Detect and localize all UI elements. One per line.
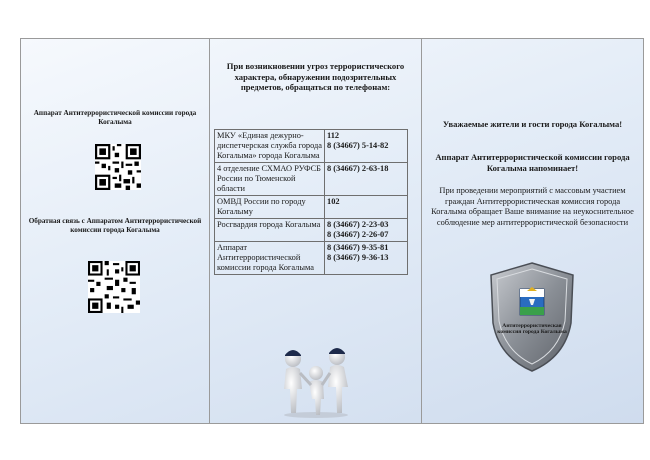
table-row xyxy=(215,242,408,275)
qr-code-icon[interactable] xyxy=(88,261,140,313)
table-row xyxy=(215,130,408,163)
org-name: МКУ «Единая дежурно-диспетчерская служба города Когалыма» города Когалыма xyxy=(215,130,325,163)
shield-caption: Антитеррористическая комиссия города Когалыма xyxy=(497,323,567,336)
phone-number[interactable]: 8 (34667) 2-23-03 8 (34667) 2-26-07 xyxy=(325,219,408,242)
org-name: 4 отделение СХМАО РУФСБ России по Тюменской области xyxy=(215,163,325,196)
table-row xyxy=(215,219,408,242)
police-figures-icon xyxy=(276,343,356,419)
org-name: Аппарат Антитеррористической комиссии города Когалыма xyxy=(215,242,325,275)
contacts-table xyxy=(214,129,408,275)
feedback-title: Обратная связь с Аппаратом Антитеррористической комиссии города Когалыма xyxy=(28,217,202,234)
safety-paragraph: При проведении мероприятий с массовым участием граждан Антитеррористическая комиссия города Когалыма обращает Ваше внимание на неукоснительное соблюдение мер антитеррористической безопасности xyxy=(431,186,634,227)
phone-number[interactable]: 112 8 (34667) 5-14-82 xyxy=(325,130,408,163)
shield-emblem-icon xyxy=(487,261,577,373)
phone-number[interactable]: 8 (34667) 9-35-81 8 (34667) 9-36-13 xyxy=(325,242,408,275)
commission-title: Аппарат Антитеррористической комиссии города Когалыма xyxy=(33,109,197,126)
middle-panel xyxy=(210,39,422,423)
greeting-heading: Уважаемые жители и гости города Когалыма! xyxy=(442,119,623,129)
reminder-heading: Аппарат Антитеррористической комиссии города Когалыма напоминает! xyxy=(435,152,630,173)
table-row xyxy=(215,163,408,196)
left-panel xyxy=(21,39,210,423)
org-name: Росгвардия города Когалыма xyxy=(215,219,325,242)
phone-number[interactable]: 8 (34667) 2-63-18 xyxy=(325,163,408,196)
org-name: ОМВД России по городу Когалыму xyxy=(215,196,325,219)
right-panel xyxy=(422,39,643,423)
qr-code-icon[interactable] xyxy=(95,144,141,190)
phone-number[interactable]: 102 xyxy=(325,196,408,219)
table-row xyxy=(215,196,408,219)
emergency-heading: При возникновении угроз террористического характера, обнаружении подозрительных предметов, обращаться по телефонам: xyxy=(226,61,405,92)
brochure-sheet xyxy=(20,38,644,424)
